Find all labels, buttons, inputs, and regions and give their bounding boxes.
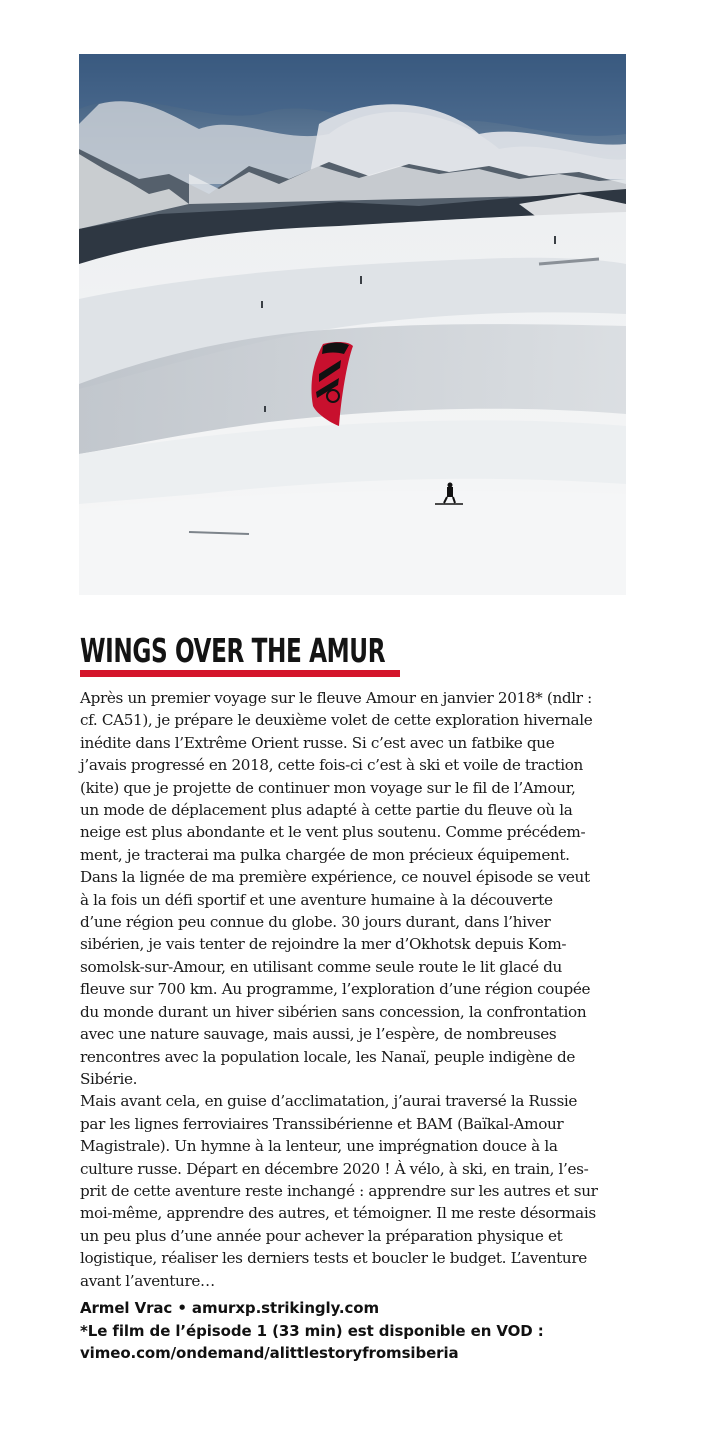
body-line: d’une région peu connue du globe. 30 jours durant, dans l’hiver: [80, 913, 551, 932]
body-line: fleuve sur 700 km. Au programme, l’exploration d’une région coupée: [80, 980, 591, 999]
body-line: neige est plus abondante et le vent plus soutenu. Comme précédem-: [80, 823, 586, 842]
body-line: Magistrale). Un hymne à la lenteur, une imprégnation douce à la: [80, 1137, 558, 1156]
article-body: [80, 687, 632, 1292]
body-line: Dans la lignée de ma première expérience, ce nouvel épisode se veut: [80, 868, 590, 887]
body-line: ment, je tracterai ma pulka chargée de mon précieux équipement.: [80, 845, 570, 864]
body-line: rencontres avec la population locale, les Nanaï, peuple indigène de: [80, 1047, 576, 1066]
author-signature: [80, 1297, 632, 1365]
signature-line: vimeo.com/ondemand/alittlestoryfromsiberia: [80, 1344, 459, 1362]
body-line: avant l’aventure…: [80, 1271, 215, 1290]
signature-line: Armel Vrac • amurxp.strikingly.com: [80, 1299, 380, 1317]
title-underline-bar: [80, 670, 400, 677]
body-line: somolsk-sur-Amour, en utilisant comme seule route le lit glacé du: [80, 957, 562, 976]
body-line: cf. CA51), je prépare le deuxième volet de cette exploration hivernale: [80, 711, 593, 730]
body-line: logistique, réaliser les derniers tests et boucler le budget. L’aventure: [80, 1249, 587, 1268]
body-line: j’avais progressé en 2018, cette fois-ci c’est à ski et voile de traction: [80, 756, 583, 775]
body-line: culture russe. Départ en décembre 2020 ! À vélo, à ski, en train, l’es-: [80, 1159, 589, 1178]
body-line: à la fois un défi sportif et une aventure humaine à la découverte: [80, 890, 553, 909]
body-line: Après un premier voyage sur le fleuve Amour en janvier 2018* (ndlr :: [80, 689, 592, 707]
body-line: avec une nature sauvage, mais aussi, je l’espère, de nombreuses: [80, 1025, 557, 1044]
body-line: un peu plus d’une année pour achever la préparation physique et: [80, 1226, 563, 1245]
snow-kite-illustration: [79, 54, 626, 595]
body-line: Sibérie.: [80, 1069, 138, 1088]
article-title: WINGS OVER THE AMUR: [80, 631, 386, 670]
body-line: moi-même, apprendre des autres, et témoigner. Il me reste désormais: [80, 1204, 596, 1223]
body-line: Mais avant cela, en guise d’acclimatation, j’aurai traversé la Russie: [80, 1092, 578, 1111]
signature-line: *Le film de l’épisode 1 (33 min) est disponible en VOD :: [80, 1321, 544, 1340]
body-line: inédite dans l’Extrême Orient russe. Si c’est avec un fatbike que: [80, 733, 555, 752]
body-line: un mode de déplacement plus adapté à cette partie du fleuve où la: [80, 801, 573, 820]
body-line: du monde durant un hiver sibérien sans concession, la confrontation: [80, 1002, 587, 1021]
article-title-block: [80, 632, 410, 670]
body-line: (kite) que je projette de continuer mon voyage sur le fil de l’Amour,: [80, 778, 576, 797]
body-line: sibérien, je vais tenter de rejoindre la mer d’Okhotsk depuis Kom-: [80, 935, 567, 954]
body-line: par les lignes ferroviaires Transsibérienne et BAM (Baïkal-Amour: [80, 1114, 564, 1133]
body-line: prit de cette aventure reste inchangé : apprendre sur les autres et sur: [80, 1181, 598, 1200]
article-photo-snow-kite: [79, 54, 626, 595]
